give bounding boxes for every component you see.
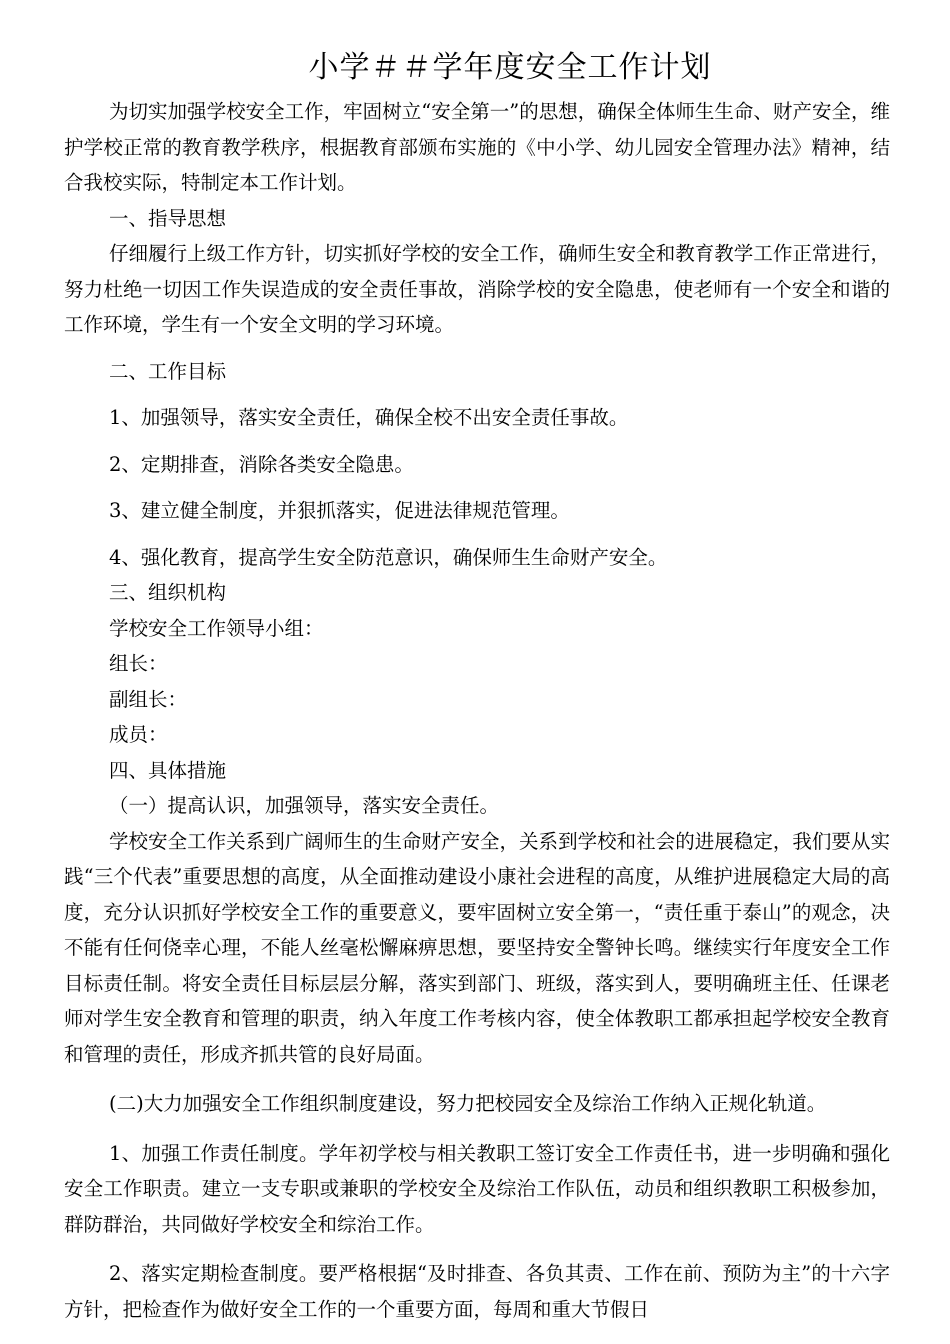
group-leader-label: 组长： [109, 652, 168, 675]
goal-item-4: 4、强化教育，提高学生安全防范意识，确保师生生命财产安全。 [109, 545, 668, 569]
goal-item-2: 2、定期排查，消除各类安全隐患。 [109, 452, 414, 476]
section-heading-measures: 四、具体措施 [109, 758, 227, 782]
deputy-leader-label: 副组长： [109, 687, 188, 711]
guiding-thought-paragraph: 仔细履行上级工作方针，切实抓好学校的安全工作，确师生安全和教育教学工作正常进行，努力杜绝一切因工作失误造成的安全责任事故，消除学校的安全隐患，使老师有一个安全和谐的工作环境，学生有一个安全文明的学习环境。 [64, 242, 890, 336]
intro-paragraph: 为切实加强学校安全工作，牢固树立“安全第一”的思想，确保全体师生生命、财产安全，维护学校正常的教育教学秩序，根据教育部颁布实施的《中小学、幼儿园安全管理办法》精神，结合我校实际，特制定本工作计划。 [64, 100, 890, 194]
section-heading-organization: 三、组织机构 [109, 581, 227, 604]
measure-heading-1: （一）提高认识，加强领导，落实安全责任。 [109, 794, 500, 817]
document-title: 小学＃＃学年度安全工作计划 [308, 50, 712, 85]
leadership-group-label: 学校安全工作领导小组： [109, 616, 324, 640]
section-heading-goals: 二、工作目标 [109, 359, 227, 383]
section-heading-guiding-thought: 一、指导思想 [109, 206, 227, 230]
measure-1-paragraph: 学校安全工作关系到广阔师生的生命财产安全，关系到学校和社会的进展稳定，我们要从实践“三个代表”重要思想的高度，从全面推动建设小康社会进程的高度，从维护进展稳定大局的高度，充分认识抓好学校安全工作的重要意义，要牢固树立安全第一，“责任重于泰山”的观念，决不能有任何侥幸心理，不能人丝毫松懈麻痹思想，要坚持安全警钟长鸣。继续实行年度安全工作目标责任制。将安全责任目标层层分解，落实到部门、班级，落实到人，要明确班主任、任课老师对学生安全教育和管理的职责，纳入年度工作考核内容，使全体教职工都承担起学校安全教育和管理的责任，形成齐抓共管的良好局面。 [64, 829, 890, 1066]
measure-2-item-2: 2、落实定期检查制度。要严格根据“及时排查、各负其责、工作在前、预防为主”的十六字方针，把检查作为做好安全工作的一个重要方面，每周和重大节假日 [64, 1262, 890, 1321]
goal-item-1: 1、加强领导，落实安全责任，确保全校不出安全责任事故。 [109, 406, 629, 429]
members-label: 成员： [109, 723, 168, 746]
measure-2-item-1: 1、加强工作责任制度。学年初学校与相关教职工签订安全工作责任书，进一步明确和强化安全工作职责。建立一支专职或兼职的学校安全及综治工作队伍，动员和组织教职工积极参加，群防群治，共同做好学校安全和综治工作。 [64, 1141, 890, 1236]
measure-heading-2: (二)大力加强安全工作组织制度建设，努力把校园安全及综治工作纳入正规化轨道。 [109, 1092, 827, 1115]
goal-item-3: 3、建立健全制度，并狠抓落实，促进法律规范管理。 [109, 499, 570, 522]
document-body [64, 94, 890, 1327]
